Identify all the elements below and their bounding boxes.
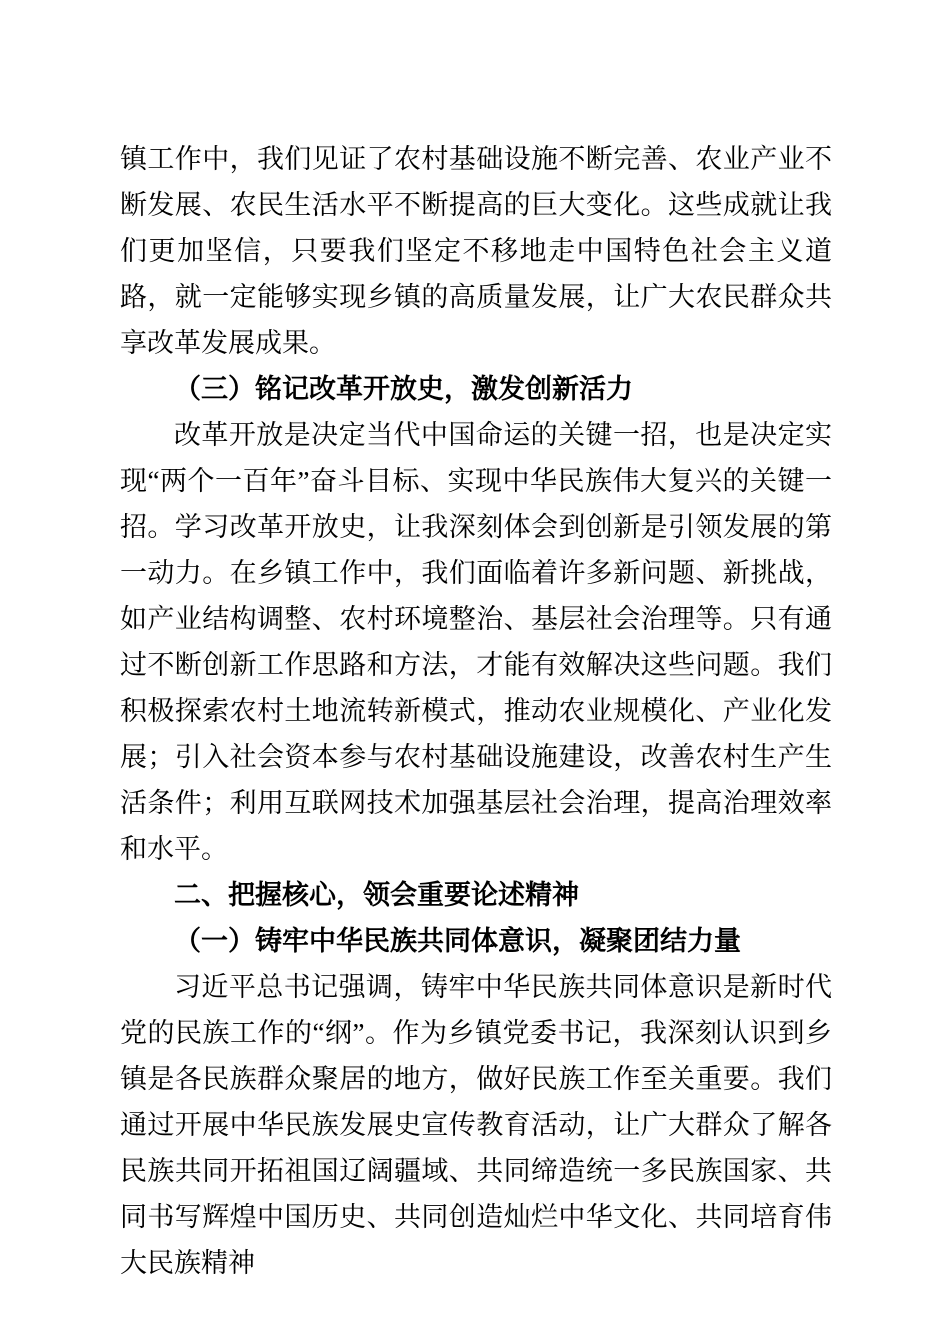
heading-part-two-core-spirit: 二、把握核心，领会重要论述精神 — [174, 880, 579, 910]
paragraph-ethnic-unity: 习近平总书记强调，铸牢中华民族共同体意识是新时代党的民族工作的“纲”。作为乡镇党委书记，我深刻认识到乡镇是各民族群众聚居的地方，做好民族工作至关重要。我们通过开展中华民族发展史宣传教育活动，让广大群众了解各民族共同开拓祖国辽阔疆域、共同缔造统一多民族国家、共同书写辉煌中国历史、共同创造灿烂中华文化、共同培育伟大民族精神 — [120, 972, 832, 1278]
heading-section-one-ethnic-community: （一）铸牢中华民族共同体意识，凝聚团结力量 — [174, 926, 741, 956]
paragraph-township-achievements: 镇工作中，我们见证了农村基础设施不断完善、农业产业不断发展、农民生活水平不断提高的巨大变化。这些成就让我们更加坚信，只要我们坚定不移地走中国特色社会主义道路，就一定能够实现乡镇的高质量发展，让广大农民群众共享改革发展成果。 — [120, 144, 832, 358]
document-body — [120, 136, 832, 1286]
paragraph-reform-opening: 改革开放是决定当代中国命运的关键一招，也是决定实现“两个一百年”奋斗目标、实现中华民族伟大复兴的关键一招。学习改革开放史，让我深刻体会到创新是引领发展的第一动力。在乡镇工作中，我们面临着许多新问题、新挑战，如产业结构调整、农村环境整治、基层社会治理等。只有通过不断创新工作思路和方法，才能有效解决这些问题。我们积极探索农村土地流转新模式，推动农业规模化、产业化发展；引入社会资本参与农村基础设施建设，改善农村生产生活条件；利用互联网技术加强基层社会治理，提高治理效率和水平。 — [120, 420, 832, 864]
heading-section-three-reform-history: （三）铭记改革开放史，激发创新活力 — [174, 374, 633, 404]
